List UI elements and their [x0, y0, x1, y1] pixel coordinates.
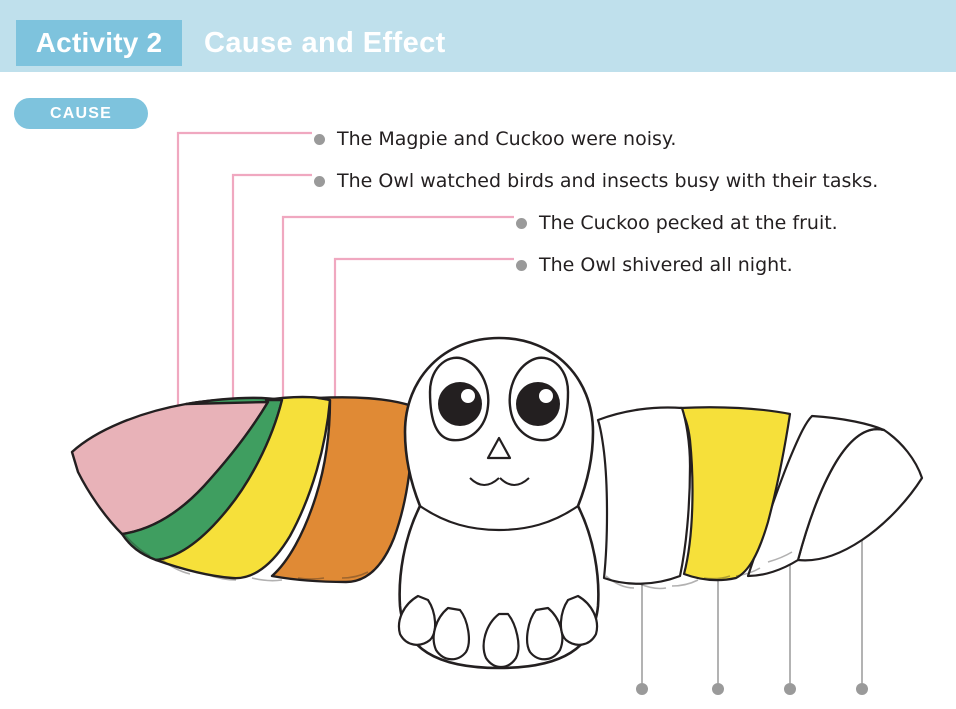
- owl-eye-left: [438, 382, 482, 426]
- answer-dot-icon: [856, 683, 868, 695]
- answer-dot-icon: [636, 683, 648, 695]
- activity-badge-label: Activity 2: [35, 27, 163, 58]
- cause-item-text: The Cuckoo pecked at the fruit.: [539, 212, 838, 234]
- answer-dot-icon: [784, 683, 796, 695]
- owl-right-wing: [598, 407, 922, 588]
- owl-eye-highlight-left: [461, 389, 475, 403]
- cause-label-text: CAUSE: [49, 104, 112, 122]
- feather-blank-1: [598, 408, 690, 584]
- page-title: Cause and Effect: [204, 26, 446, 59]
- owl-eye-right: [516, 382, 560, 426]
- owl-body: [399, 338, 598, 668]
- cause-item-text: The Owl shivered all night.: [539, 254, 793, 276]
- answer-dot-icon: [712, 683, 724, 695]
- cause-item-text: The Magpie and Cuckoo were noisy.: [337, 128, 677, 150]
- owl-eye-highlight-right: [539, 389, 553, 403]
- answer-dots: [636, 683, 868, 695]
- owl-left-wing: [72, 397, 412, 582]
- cause-item-text: The Owl watched birds and insects busy with their tasks.: [337, 170, 879, 192]
